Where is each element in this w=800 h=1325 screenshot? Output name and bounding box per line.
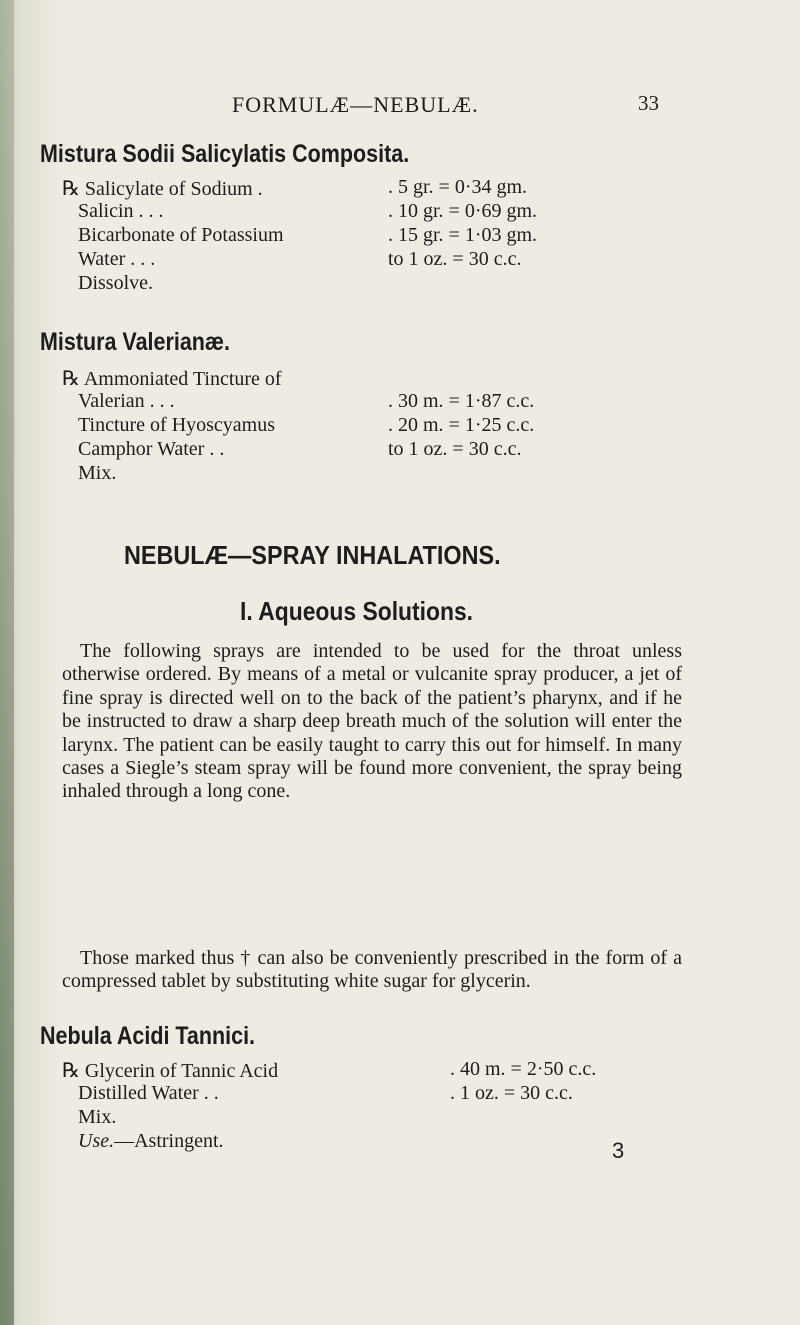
ingredient-line: Water . . . (78, 248, 156, 270)
formula-title-mistura-valerianae: Mistura Valerianæ. (40, 328, 231, 356)
use-note (78, 1130, 224, 1153)
formula-title-mistura-sodii: Mistura Sodii Salicylatis Composita. (40, 140, 410, 168)
page-number: 33 (638, 91, 659, 115)
ingredient-line: Tincture of Hyoscyamus (78, 414, 276, 436)
amount-line: . 15 gr. = 1·03 gm. (388, 224, 538, 246)
ingredient-line: ℞ Salicylate of Sodium . (62, 178, 263, 200)
amount-line: . 20 m. = 1·25 c.c. (388, 414, 535, 436)
ingredient-line: Valerian . . . (78, 390, 175, 412)
use-text: —Astringent. (114, 1130, 224, 1152)
direction-line: Mix. (78, 1106, 117, 1128)
body-paragraph: The following sprays are intended to be used for the throat unless otherwise ordered. By means of a metal or vulcanite spray producer, a jet of fine spray is directed well on to the back of the patient’s pharynx, and if he be instructed to draw a sharp deep breath much of the solution will enter the larynx. The patient can be easily taught to carry this out for himself. In many cases a Siegle’s steam spray will be found more convenient, the spray being inhaled through a long cone. (62, 640, 682, 803)
direction-line: Mix. (78, 462, 117, 484)
amount-line: . 40 m. = 2·50 c.c. (450, 1058, 597, 1080)
section-title: NEBULÆ—SPRAY INHALATIONS. (124, 540, 501, 570)
direction-line: Dissolve. (78, 272, 153, 294)
ingredient-line: Salicin . . . (78, 200, 164, 222)
use-label: Use. (78, 1130, 115, 1152)
amount-line: . 30 m. = 1·87 c.c. (388, 390, 535, 412)
amount-line: . 1 oz. = 30 c.c. (450, 1082, 573, 1104)
body-paragraph: Those marked thus † can also be conveniently prescribed in the form of a compressed tablet by substituting white sugar for glycerin. (62, 947, 682, 993)
running-head: FORMULÆ—NEBULÆ. (232, 92, 479, 117)
amount-line: to 1 oz. = 30 c.c. (388, 248, 522, 270)
ingredient-line: Camphor Water . . (78, 438, 225, 460)
subsection-title: I. Aqueous Solutions. (240, 596, 474, 626)
ingredient-line: ℞ Glycerin of Tannic Acid (62, 1060, 279, 1082)
page-spine-shadow (0, 0, 14, 1325)
ingredient-line: ℞ Ammoniated Tincture of (62, 368, 282, 390)
signature-mark: 3 (612, 1138, 625, 1163)
amount-line: . 10 gr. = 0·69 gm. (388, 200, 538, 222)
ingredient-line: Distilled Water . . (78, 1082, 219, 1104)
amount-line: to 1 oz. = 30 c.c. (388, 438, 522, 460)
ingredient-line: Bicarbonate of Potassium (78, 224, 284, 246)
amount-line: . 5 gr. = 0·34 gm. (388, 176, 528, 198)
formula-title-nebula-acidi-tannici: Nebula Acidi Tannici. (40, 1022, 256, 1050)
